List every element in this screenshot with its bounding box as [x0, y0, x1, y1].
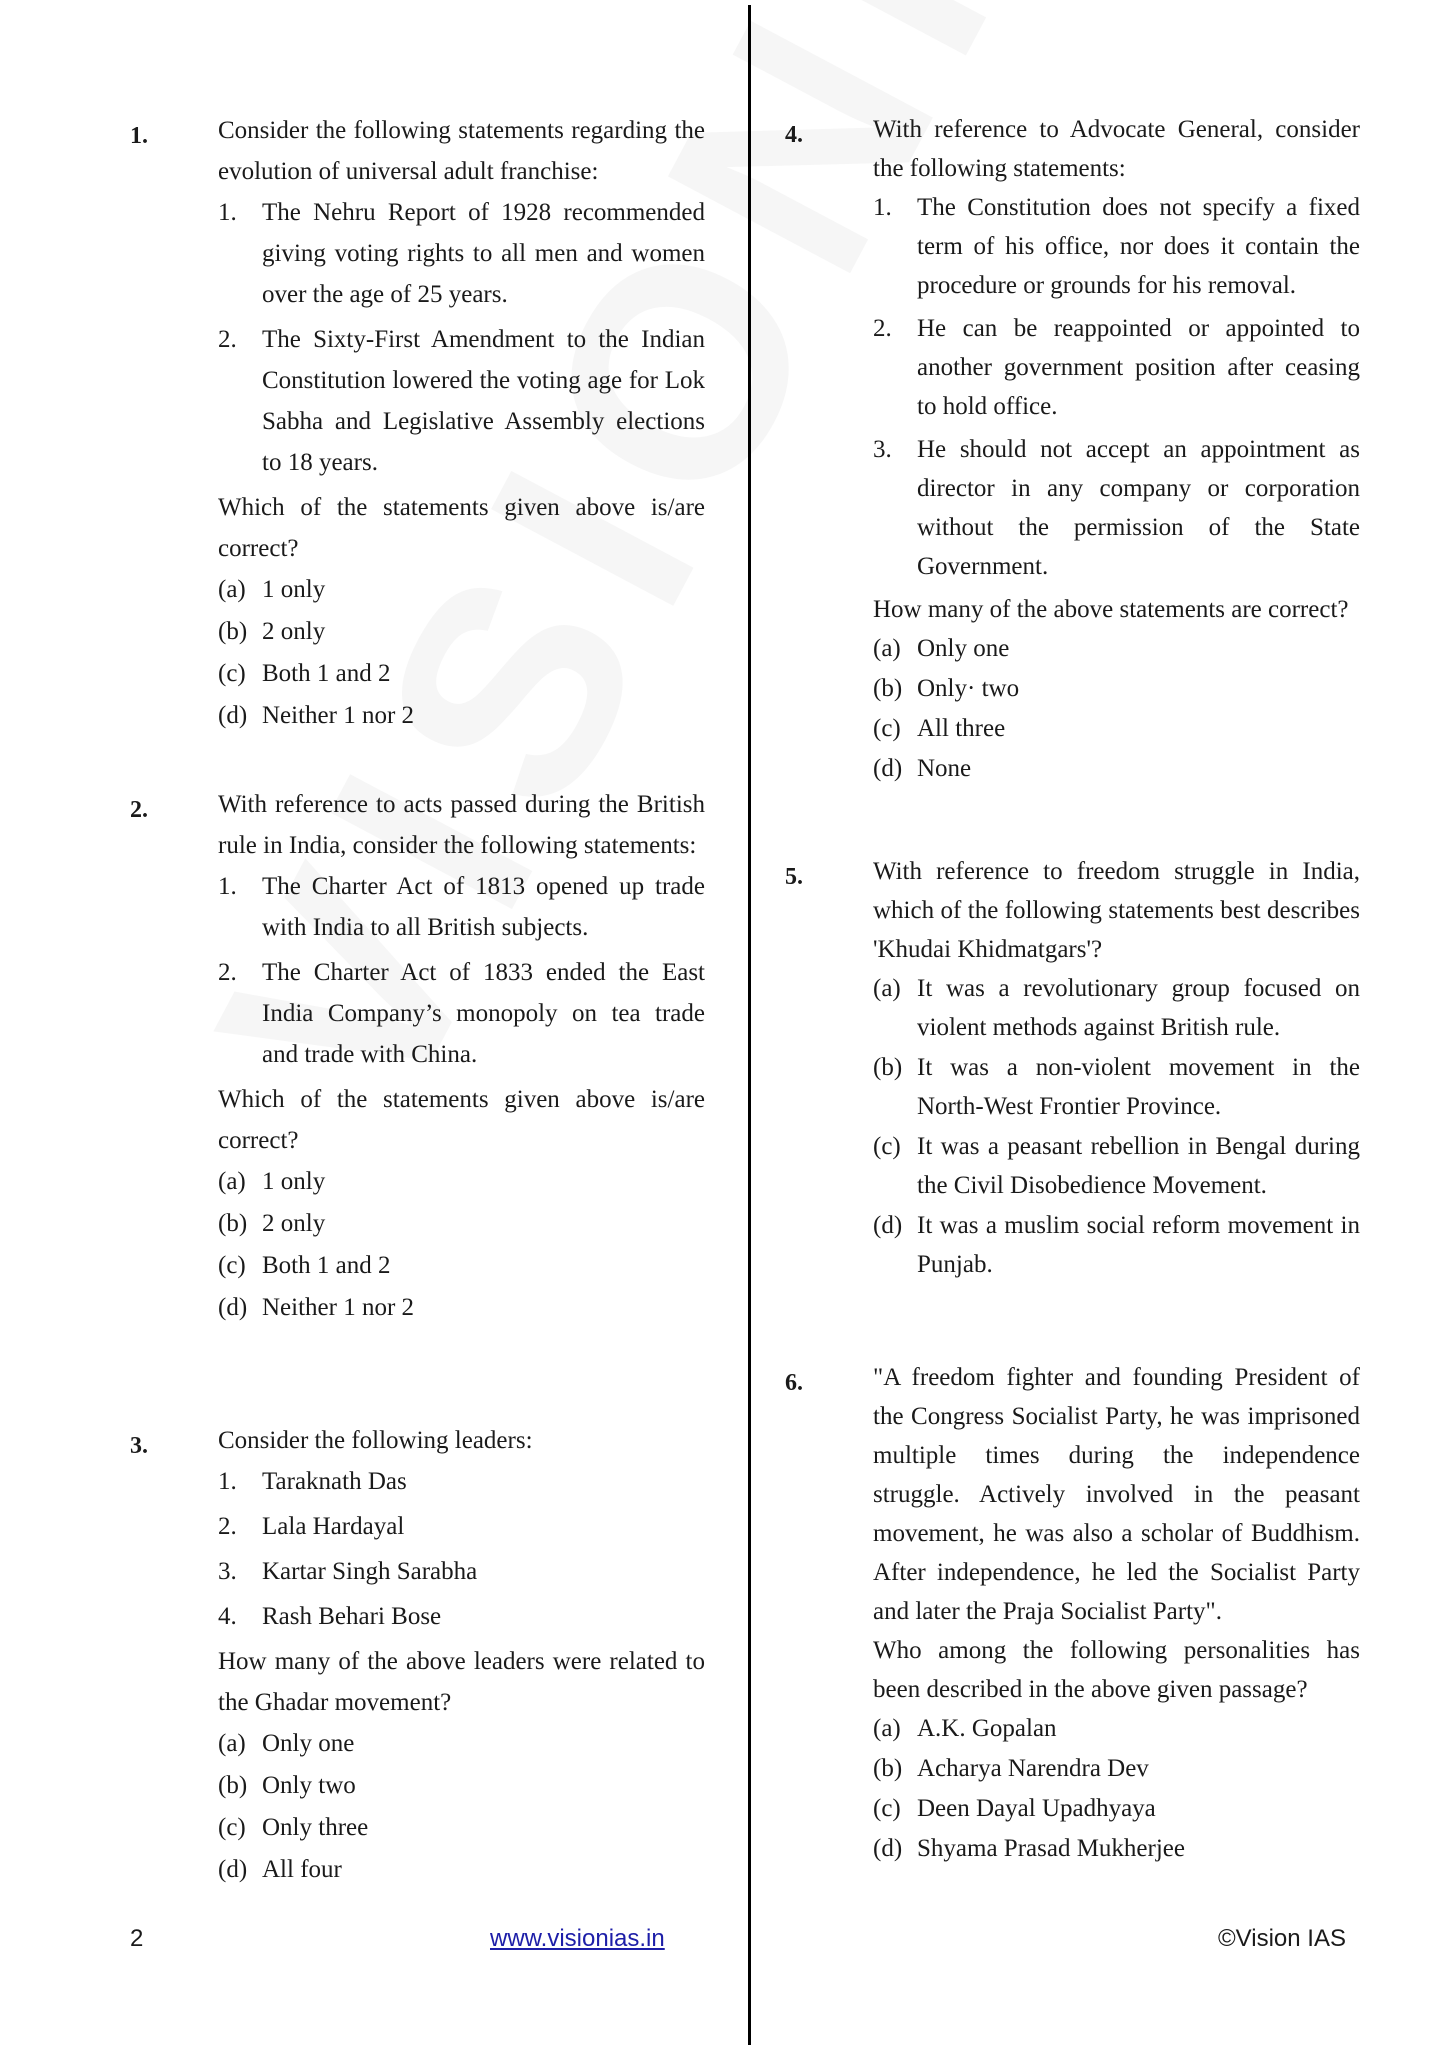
option-text: 1 only: [262, 1168, 326, 1195]
question-4: [785, 110, 1360, 789]
option-list: [218, 1723, 705, 1890]
option-text: Only one: [262, 1730, 355, 1757]
option-marker: (c): [873, 715, 901, 742]
statement-item: [218, 952, 705, 1075]
option-text: 1 only: [262, 576, 326, 603]
option-item: [218, 1161, 705, 1202]
statement-marker: 1.: [218, 1468, 237, 1495]
option-item: [873, 669, 1360, 708]
option-item: [873, 1829, 1360, 1868]
question-number: 3.: [130, 1433, 148, 1459]
copyright-notice: ©Vision IAS: [1218, 1925, 1346, 1952]
option-marker: (a): [218, 1730, 246, 1757]
option-text: Only one: [917, 635, 1010, 662]
option-text: It was a muslim social reform movement in Punjab.: [917, 1212, 1360, 1278]
question-5: [785, 852, 1360, 1285]
question-prompt: Who among the following personalities has been described in the above given passage?: [873, 1637, 1360, 1703]
statement-item: [218, 866, 705, 948]
statement-item: [873, 188, 1360, 305]
option-text: Deen Dayal Upadhyaya: [917, 1795, 1156, 1822]
option-marker: (d): [873, 1835, 903, 1862]
option-marker: (a): [218, 1168, 246, 1195]
statement-item: [218, 192, 705, 315]
question-number: 4.: [785, 122, 803, 148]
option-list: [218, 1161, 705, 1328]
option-item: [873, 629, 1360, 668]
statement-marker: 2.: [218, 959, 237, 986]
option-text: 2 only: [262, 618, 326, 645]
question-stem: With reference to freedom struggle in India, which of the following statements best describes 'Khudai Khidmatgars'?: [873, 858, 1360, 963]
statement-marker: 3.: [218, 1558, 237, 1585]
statement-marker: 2.: [218, 326, 237, 353]
question-stem: Consider the following leaders:: [218, 1427, 533, 1454]
statement-text: The Nehru Report of 1928 recommended giving voting rights to all men and women over the age of 25 years.: [262, 199, 705, 308]
option-text: Only three: [262, 1814, 369, 1841]
page-number: 2: [130, 1925, 144, 1952]
statement-list: [873, 188, 1360, 586]
question-1: [130, 110, 705, 737]
question-stem: "A freedom fighter and founding President of the Congress Socialist Party, he was imprisoned multiple times during the independence struggle. Actively involved in the peasant movement, he was also a scholar of Buddhism. After independence, he led the Socialist Party and later the Praja Socialist Party".: [873, 1364, 1360, 1625]
option-item: [218, 653, 705, 694]
question-stem: With reference to Advocate General, consider the following statements:: [873, 116, 1360, 182]
option-item: [873, 1749, 1360, 1788]
option-marker: (d): [218, 1856, 248, 1883]
statement-item: [873, 430, 1360, 586]
statement-marker: 1.: [218, 873, 237, 900]
option-item: [218, 695, 705, 736]
website-link[interactable]: www.visionias.in: [490, 1925, 665, 1952]
statement-marker: 2.: [873, 315, 892, 342]
statement-item: [218, 1506, 705, 1547]
statement-item: [218, 1596, 705, 1637]
question-prompt: Which of the statements given above is/are correct?: [218, 494, 705, 562]
option-item: [873, 1709, 1360, 1748]
statement-item: [218, 319, 705, 483]
question-3: [130, 1420, 705, 1891]
option-item: [873, 1789, 1360, 1828]
option-list: [873, 969, 1360, 1284]
option-item: [873, 969, 1360, 1047]
option-marker: (a): [873, 1715, 901, 1742]
option-item: [218, 1849, 705, 1890]
option-text: It was a non-violent movement in the North-West Frontier Province.: [917, 1054, 1360, 1120]
option-marker: (c): [218, 1252, 246, 1279]
option-text: Neither 1 nor 2: [262, 1294, 415, 1321]
column-divider: [748, 5, 751, 2045]
option-marker: (d): [873, 1212, 903, 1239]
statement-text: The Charter Act of 1833 ended the East India Company’s monopoly on tea trade and trade with China.: [262, 959, 705, 1068]
option-item: [218, 1287, 705, 1328]
statement-text: Rash Behari Bose: [262, 1603, 442, 1630]
question-stem: Consider the following statements regarding the evolution of universal adult franchise:: [218, 117, 705, 185]
option-item: [873, 1048, 1360, 1126]
statement-marker: 4.: [218, 1603, 237, 1630]
option-marker: (a): [873, 975, 901, 1002]
question-stem: With reference to acts passed during the British rule in India, consider the following statements:: [218, 791, 705, 859]
option-marker: (b): [873, 675, 903, 702]
option-text: Shyama Prasad Mukherjee: [917, 1835, 1185, 1862]
statement-text: The Constitution does not specify a fixed term of his office, nor does it contain the procedure or grounds for his removal.: [917, 194, 1360, 299]
statement-marker: 3.: [873, 436, 892, 463]
question-prompt: Which of the statements given above is/are correct?: [218, 1086, 705, 1154]
option-text: None: [917, 755, 972, 782]
question-6: [785, 1358, 1360, 1869]
option-item: [218, 1807, 705, 1848]
statement-text: Kartar Singh Sarabha: [262, 1558, 478, 1585]
option-marker: (c): [873, 1795, 901, 1822]
statement-marker: 2.: [218, 1513, 237, 1540]
option-text: All three: [917, 715, 1006, 742]
statement-item: [218, 1551, 705, 1592]
option-marker: (d): [218, 1294, 248, 1321]
option-text: It was a revolutionary group focused on violent methods against British rule.: [917, 975, 1360, 1041]
option-text: Only two: [262, 1772, 356, 1799]
option-text: 2 only: [262, 1210, 326, 1237]
option-marker: (b): [873, 1054, 903, 1081]
option-item: [218, 1723, 705, 1764]
option-text: Acharya Narendra Dev: [917, 1755, 1149, 1782]
statement-item: [873, 309, 1360, 426]
option-marker: (b): [218, 1772, 248, 1799]
option-text: All four: [262, 1856, 342, 1883]
statement-marker: 1.: [873, 194, 892, 221]
statement-text: The Charter Act of 1813 opened up trade with India to all British subjects.: [262, 873, 705, 941]
option-item: [873, 749, 1360, 788]
option-marker: (c): [218, 660, 246, 687]
option-list: [218, 569, 705, 736]
question-prompt: How many of the above statements are correct?: [873, 596, 1349, 623]
statement-list: [218, 192, 705, 483]
option-item: [873, 1206, 1360, 1284]
statement-text: Lala Hardayal: [262, 1513, 405, 1540]
statement-item: [218, 1461, 705, 1502]
option-text: It was a peasant rebellion in Bengal during the Civil Disobedience Movement.: [917, 1133, 1360, 1199]
statement-list: [218, 866, 705, 1075]
question-number: 6.: [785, 1370, 803, 1396]
statement-text: He should not accept an appointment as director in any company or corporation without the permission of the State Government.: [917, 436, 1360, 580]
option-text: Both 1 and 2: [262, 1252, 391, 1279]
option-marker: (c): [873, 1133, 901, 1160]
question-number: 2.: [130, 797, 148, 823]
question-prompt: How many of the above leaders were related to the Ghadar movement?: [218, 1648, 705, 1716]
statement-text: The Sixty-First Amendment to the Indian Constitution lowered the voting age for Lok Sabha and Legislative Assembly elections to 18 years.: [262, 326, 705, 476]
option-marker: (d): [873, 755, 903, 782]
statement-text: Taraknath Das: [262, 1468, 407, 1495]
option-marker: (b): [218, 618, 248, 645]
option-marker: (b): [218, 1210, 248, 1237]
option-marker: (d): [218, 702, 248, 729]
statement-text: He can be reappointed or appointed to another government position after ceasing to hold office.: [917, 315, 1360, 420]
option-marker: (b): [873, 1755, 903, 1782]
option-marker: (a): [873, 635, 901, 662]
option-item: [218, 569, 705, 610]
option-item: [218, 1203, 705, 1244]
option-text: A.K. Gopalan: [917, 1715, 1057, 1742]
option-item: [218, 1245, 705, 1286]
option-text: Neither 1 nor 2: [262, 702, 415, 729]
option-item: [873, 709, 1360, 748]
option-item: [218, 1765, 705, 1806]
statement-marker: 1.: [218, 199, 237, 226]
statement-list: [218, 1461, 705, 1637]
option-list: [873, 629, 1360, 788]
option-item: [873, 1127, 1360, 1205]
option-item: [218, 611, 705, 652]
question-2: [130, 784, 705, 1329]
option-list: [873, 1709, 1360, 1868]
question-number: 5.: [785, 864, 803, 890]
option-text: Only· two: [917, 675, 1020, 702]
option-marker: (c): [218, 1814, 246, 1841]
option-text: Both 1 and 2: [262, 660, 391, 687]
option-marker: (a): [218, 576, 246, 603]
question-number: 1.: [130, 123, 148, 149]
